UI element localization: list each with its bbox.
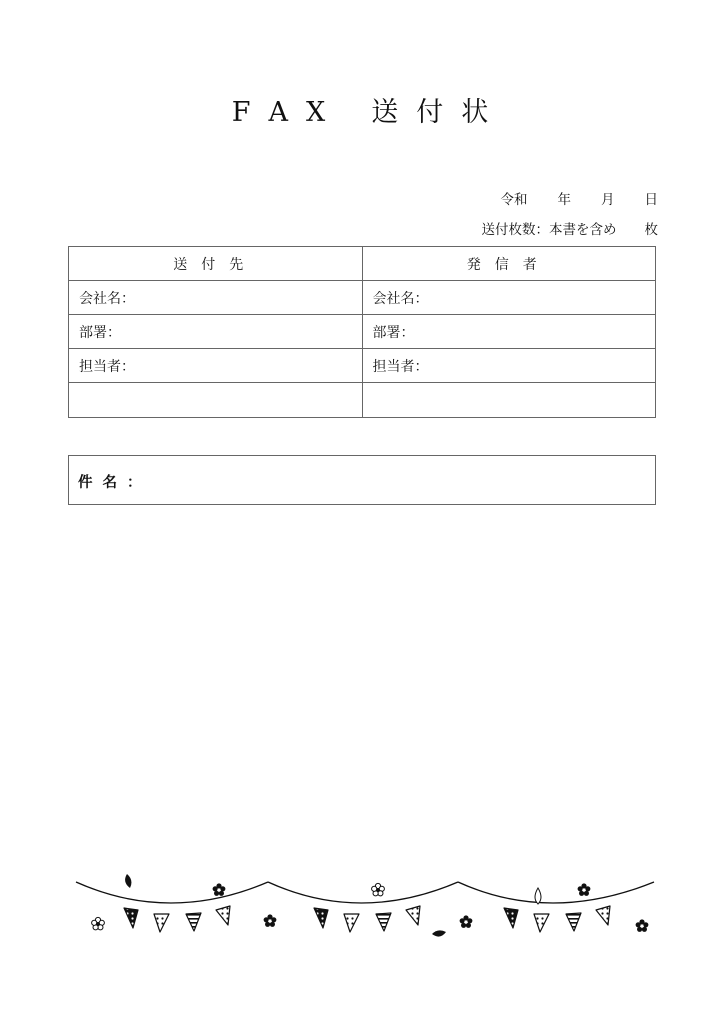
flag-icon xyxy=(566,913,581,931)
title-char: 送 xyxy=(371,97,403,128)
flower-icon xyxy=(636,919,649,932)
flag-icon xyxy=(186,913,201,931)
title-char: 状 xyxy=(461,97,493,128)
title-char: F xyxy=(231,97,255,128)
garland-strings xyxy=(76,882,654,903)
recipient-department-field[interactable]: 部署： xyxy=(69,315,363,349)
recipient-company-field[interactable]: 会社名： xyxy=(69,281,363,315)
flower-outline-icon xyxy=(92,917,105,930)
title-char: A xyxy=(268,97,292,128)
recipient-contact-field[interactable]: 担当者： xyxy=(69,349,363,383)
flag-icon xyxy=(534,914,549,932)
recipient-heading: 送付先 xyxy=(69,247,363,281)
sender-contact-field[interactable]: 担当者： xyxy=(362,349,656,383)
flower-icon xyxy=(460,915,473,928)
page-count-label: 送付枚数：本書を含め xyxy=(481,222,617,238)
sender-heading: 発信者 xyxy=(362,247,656,281)
subject-box[interactable] xyxy=(68,455,656,505)
date-month: 月 xyxy=(601,192,615,208)
table-row xyxy=(69,247,656,281)
table-row xyxy=(69,315,656,349)
table-row xyxy=(69,349,656,383)
subject-label: 件名： xyxy=(78,475,152,491)
flower-icon xyxy=(264,914,277,927)
flag-icon xyxy=(154,914,169,932)
flag-icon xyxy=(344,914,359,932)
bunting-garland-icon xyxy=(70,866,660,940)
sender-company-field[interactable]: 会社名： xyxy=(362,281,656,315)
date-year: 年 xyxy=(557,192,571,208)
flag-icon xyxy=(596,906,610,925)
address-table xyxy=(68,246,656,418)
flag-icon xyxy=(314,908,328,928)
table-row xyxy=(69,383,656,418)
flag-icon xyxy=(216,906,230,925)
date-day: 日 xyxy=(644,192,658,208)
title-char: X xyxy=(306,97,330,128)
flag-icon xyxy=(406,906,420,925)
petal-icon xyxy=(125,874,131,888)
sender-extra-field[interactable] xyxy=(362,383,656,418)
recipient-extra-field[interactable] xyxy=(69,383,363,418)
flower-icon xyxy=(578,883,591,896)
table-row xyxy=(69,281,656,315)
page-count-line xyxy=(473,202,658,238)
petal-icon xyxy=(432,930,446,936)
page-count-unit: 枚 xyxy=(644,222,658,238)
page-title xyxy=(0,90,724,129)
flower-icon xyxy=(213,883,226,896)
flag-icon xyxy=(504,908,518,928)
flower-outline-icon xyxy=(372,883,385,896)
flag-icon xyxy=(376,913,391,931)
flag-icon xyxy=(124,908,138,928)
date-era: 令和 xyxy=(500,192,528,208)
petal-icon xyxy=(535,888,541,904)
title-char: 付 xyxy=(416,97,448,128)
sender-department-field[interactable]: 部署： xyxy=(362,315,656,349)
